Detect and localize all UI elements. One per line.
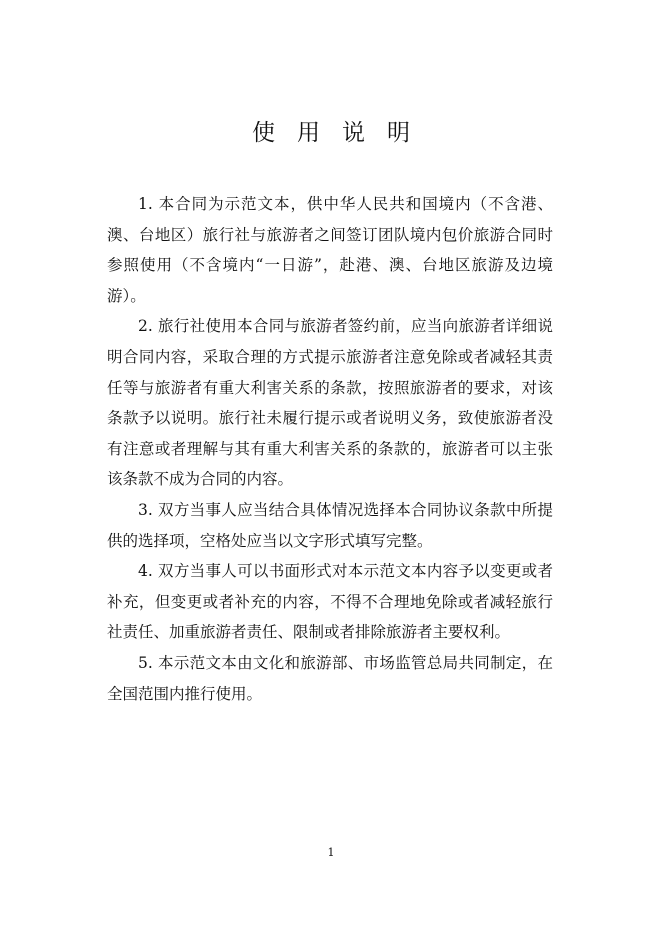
- paragraph-3: 3. 双方当事人应当结合具体情况选择本合同协议条款中所提供的选择项，空格处应当以文字形式填写完整。: [107, 500, 553, 550]
- instructions-body: [107, 189, 553, 709]
- paragraph-2: 2. 旅行社使用本合同与旅游者签约前，应当向旅游者详细说明合同内容，采取合理的方式提示旅游者注意免除或者减轻其责任等与旅游者有重大利害关系的条款，按照旅游者的要求，对该条款予以说明。旅行社未履行提示或者说明义务，致使旅游者没有注意或者理解与其有重大利害关系的条款的，旅游者可以主张该条款不成为合同的内容。: [107, 317, 553, 489]
- paragraph-1: 1. 本合同为示范文本，供中华人民共和国境内（不含港、澳、台地区）旅行社与旅游者之间签订团队境内包价旅游合同时参照使用（不含境内“一日游”，赴港、澳、台地区旅游及边境游）。: [107, 195, 553, 305]
- page-number: 1: [327, 846, 335, 859]
- page-title: 使用说明: [252, 120, 432, 146]
- paragraph-5: 5. 本示范文本由文化和旅游部、市场监管总局共同制定，在全国范围内推行使用。: [107, 653, 553, 703]
- paragraph-4: 4. 双方当事人可以书面形式对本示范文本内容予以变更或者补充，但变更或者补充的内容，不得不合理地免除或者减轻旅行社责任、加重旅游者责任、限制或者排除旅游者主要权利。: [107, 562, 553, 642]
